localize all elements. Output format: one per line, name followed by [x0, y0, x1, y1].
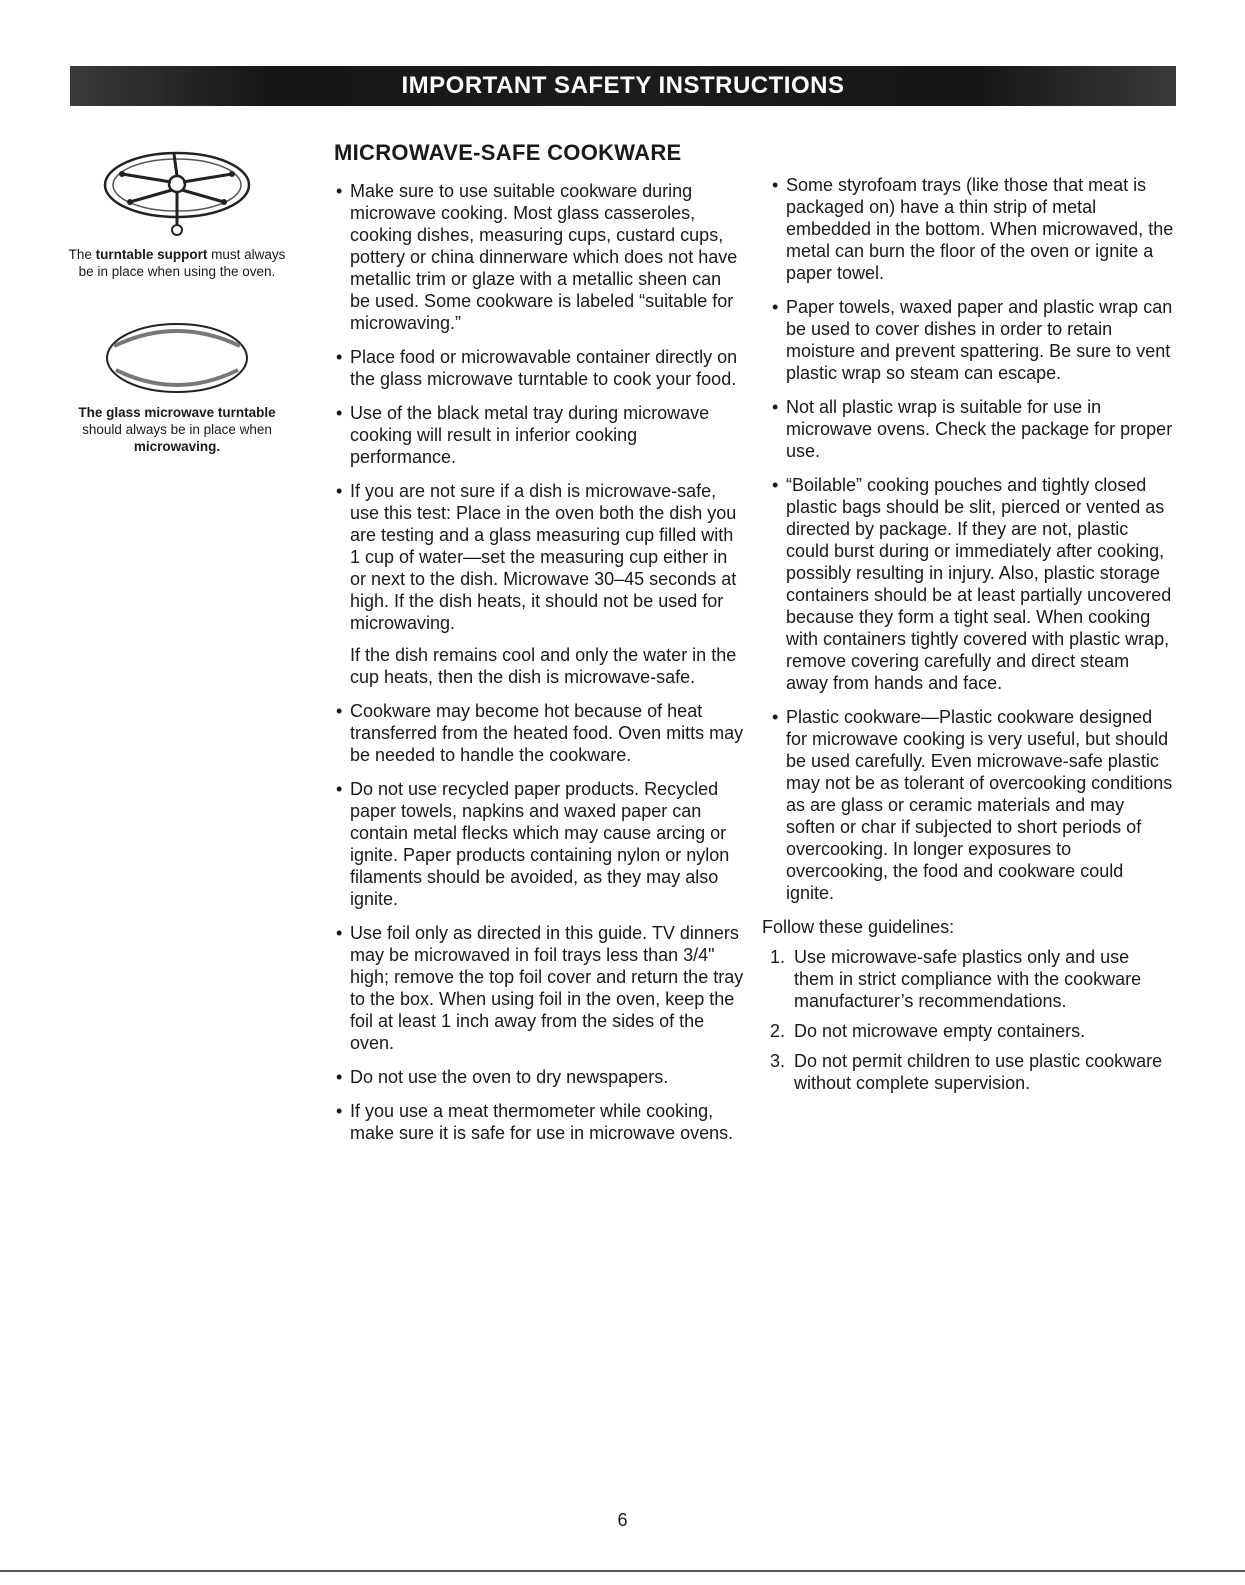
figure1-caption	[62, 246, 292, 280]
list-item: • Some styrofoam trays (like those that meat is packaged on) have a thin strip of metal embedded in the bottom. When microwaved, the metal can burn the floor of the oven or ignite a paper towel.	[770, 174, 1174, 284]
list-item: • Cookware may become hot because of heat transferred from the heated food. Oven mitts may be needed to handle the cookware.	[334, 700, 744, 766]
figure-turntable-support	[62, 140, 292, 280]
guideline-number: 2.	[770, 1021, 786, 1041]
list-item: • Use of the black metal tray during microwave cooking will result in inferior cooking performance.	[334, 402, 744, 468]
list-item: • Paper towels, waxed paper and plastic wrap can be used to cover dishes in order to retain moisture and prevent spattering. Be sure to vent plastic wrap so steam can escape.	[770, 296, 1174, 384]
figure2-caption-bold1: The glass microwave turntable	[78, 405, 276, 420]
figure2-caption-bold2: microwaving.	[133, 439, 221, 454]
banner-title: IMPORTANT SAFETY INSTRUCTIONS	[401, 72, 845, 99]
sidebar	[62, 140, 292, 455]
turntable-support-icon	[102, 140, 252, 240]
figure1-caption-post: must always be in place when using the oven.	[78, 247, 286, 279]
header-banner	[70, 66, 1176, 106]
list-item: • Do not use the oven to dry newspapers.	[334, 1066, 744, 1088]
figure-glass-turntable	[62, 318, 292, 455]
list-item-with-extra	[334, 480, 744, 688]
guideline-text: Do not microwave empty containers.	[794, 1021, 1086, 1041]
list-item: • Place food or microwavable container directly on the glass microwave turntable to cook your food.	[334, 346, 744, 390]
bullet-list-right	[770, 174, 1174, 904]
list-item: • Do not use recycled paper products. Recycled paper towels, napkins and waxed paper can contain metal flecks which may cause arcing or ignite. Paper products containing nylon or nylon filaments should be avoided, as they may also ignite.	[334, 778, 744, 910]
list-item: • Not all plastic wrap is suitable for use in microwave ovens. Check the package for proper use.	[770, 396, 1174, 462]
guideline-item	[770, 1050, 1174, 1094]
list-item: • If you use a meat thermometer while cooking, make sure it is safe for use in microwave ovens.	[334, 1100, 744, 1144]
guideline-item	[770, 1020, 1174, 1042]
guidelines-intro: Follow these guidelines:	[762, 917, 955, 937]
list-item: • Plastic cookware—Plastic cookware designed for microwave cooking is very useful, but should be used carefully. Even microwave-safe plastic may not be as tolerant of overcooking conditions as are glass or ceramic materials and may soften or char if subjected to short periods of overcooking. In longer exposures to overcooking, the food and cookware could ignite.	[770, 706, 1174, 904]
list-item-text: If you are not sure if a dish is microwave-safe, use this test: Place in the oven both the dish you are testing and a glass measuring cup filled with 1 cup of water—set the measuring cup either in or next to the dish. Microwave 30–45 seconds at high. If the dish heats, it should not be used for microwaving.	[350, 481, 737, 633]
bottom-divider	[0, 1570, 1245, 1572]
guideline-text: Do not permit children to use plastic cookware without complete supervision.	[794, 1051, 1163, 1093]
bullet-list-left	[334, 180, 744, 1144]
guideline-text: Use microwave-safe plastics only and use them in strict compliance with the cookware manufacturer’s recommendations.	[794, 947, 1142, 1011]
column-left	[334, 140, 744, 1156]
list-item: • “Boilable” cooking pouches and tightly closed plastic bags should be slit, pierced or vented as directed by package. If they are not, plastic could burst during or immediately after cooking, possibly resulting in injury. Also, plastic storage containers should be at least partially uncovered because they form a tight seal. When cooking with containers tightly covered with plastic wrap, remove covering carefully and direct steam away from hands and face.	[770, 474, 1174, 694]
guideline-item	[770, 946, 1174, 1012]
figure2-caption-mid: should always be in place when	[82, 422, 272, 437]
list-item: • Make sure to use suitable cookware during microwave cooking. Most glass casseroles, cooking dishes, measuring cups, custard cups, pottery or china dinnerware which does not have metallic trim or glaze with a metallic sheen can be used. Some cookware is labeled “suitable for microwaving.”	[334, 180, 744, 334]
figure2-caption	[62, 404, 292, 455]
section-heading: MICROWAVE-SAFE COOKWARE	[334, 140, 682, 165]
guideline-number: 1.	[770, 947, 786, 967]
guidelines-list	[770, 946, 1174, 1094]
list-item-extra: If the dish remains cool and only the water in the cup heats, then the dish is microwave-safe.	[350, 645, 737, 687]
figure1-caption-bold: turntable support	[95, 247, 208, 262]
page-number: 6	[617, 1510, 628, 1530]
figure1-caption-pre: The	[68, 247, 96, 262]
column-right	[762, 174, 1174, 1102]
glass-turntable-icon	[102, 318, 252, 398]
list-item: • Use foil only as directed in this guide. TV dinners may be microwaved in foil trays less than 3/4" high; remove the top foil cover and return the tray to the box. When using foil in the oven, keep the foil at least 1 inch away from the sides of the oven.	[334, 922, 744, 1054]
guideline-number: 3.	[770, 1051, 786, 1071]
